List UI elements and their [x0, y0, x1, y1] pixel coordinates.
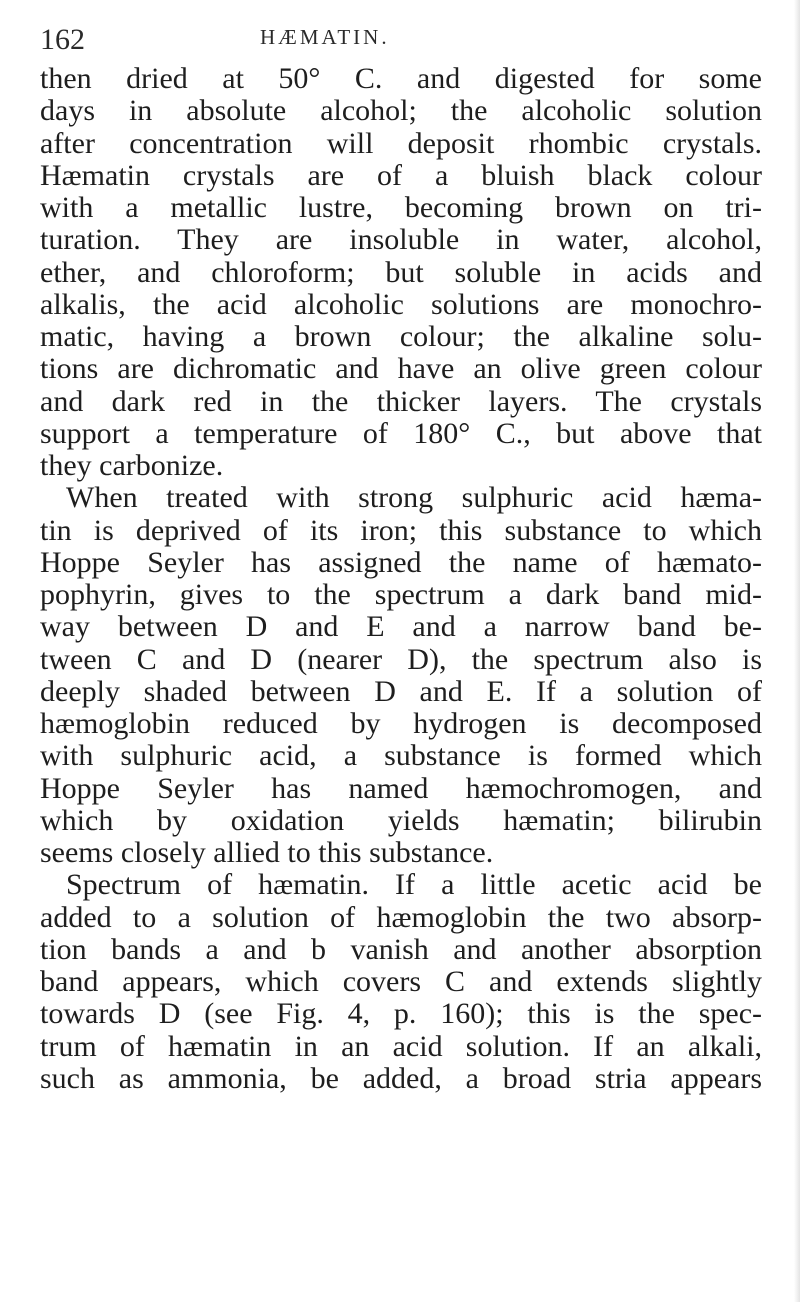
text-line: deeply shaded between D and E. If a solution of: [40, 675, 762, 708]
page-number: 162: [40, 23, 85, 56]
text-line: trum of hæmatin in an acid solution. If an alkali,: [40, 1030, 762, 1063]
running-head: HÆMATIN.: [260, 25, 390, 49]
text-line: such as ammonia, be added, a broad stria appears: [40, 1062, 762, 1095]
text-line: after concentration will deposit rhombic crystals.: [40, 127, 762, 160]
text-line: days in absolute alcohol; the alcoholic solution: [40, 95, 762, 128]
text-line: turation. They are insoluble in water, alcohol,: [40, 224, 762, 257]
text-line: tions are dichromatic and have an olive green colour: [40, 353, 762, 386]
text-line: towards D (see Fig. 4, p. 160); this is the spec-: [40, 998, 762, 1031]
text-line: support a temperature of 180° C., but above that: [40, 417, 762, 450]
text-line: ether, and chloroform; but soluble in acids and: [40, 256, 762, 289]
body-text: [40, 63, 762, 1095]
page-binding-edge: [794, 0, 800, 1302]
text-line: tween C and D (nearer D), the spectrum also is: [40, 643, 762, 676]
text-line: matic, having a brown colour; the alkaline solu-: [40, 321, 762, 353]
text-line: Spectrum of hæmatin. If a little acetic acid be: [66, 869, 762, 902]
text-line: band appears, which covers C and extends slightly: [40, 966, 762, 998]
text-line: Hoppe Seyler has assigned the name of hæmato-: [40, 546, 762, 579]
text-line: they carbonize.: [40, 450, 224, 482]
text-line: way between D and E and a narrow band be-: [40, 611, 762, 644]
text-line: alkalis, the acid alcoholic solutions are monochro-: [40, 288, 762, 321]
text-line: hæmoglobin reduced by hydrogen is decomposed: [40, 708, 762, 740]
text-line: which by oxidation yields hæmatin; bilirubin: [40, 804, 762, 837]
text-line: When treated with strong sulphuric acid hæma-: [66, 482, 762, 515]
text-line: Hoppe Seyler has named hæmochromogen, and: [40, 772, 762, 805]
text-line: then dried at 50° C. and digested for some: [40, 63, 762, 95]
page-header: [40, 20, 760, 60]
text-line: Hæmatin crystals are of a bluish black colour: [40, 159, 762, 192]
text-line: tion bands a and b vanish and another absorption: [40, 933, 762, 966]
text-line: added to a solution of hæmoglobin the two absorp-: [40, 901, 762, 934]
text-line: tin is deprived of its iron; this substance to which: [40, 514, 762, 547]
text-line: seems closely allied to this substance.: [40, 837, 494, 869]
text-line: with sulphuric acid, a substance is formed which: [40, 740, 762, 773]
text-line: with a metallic lustre, becoming brown on tri-: [40, 192, 762, 224]
text-line: and dark red in the thicker layers. The crystals: [40, 385, 762, 418]
text-line: pophyrin, gives to the spectrum a dark band mid-: [40, 579, 762, 611]
